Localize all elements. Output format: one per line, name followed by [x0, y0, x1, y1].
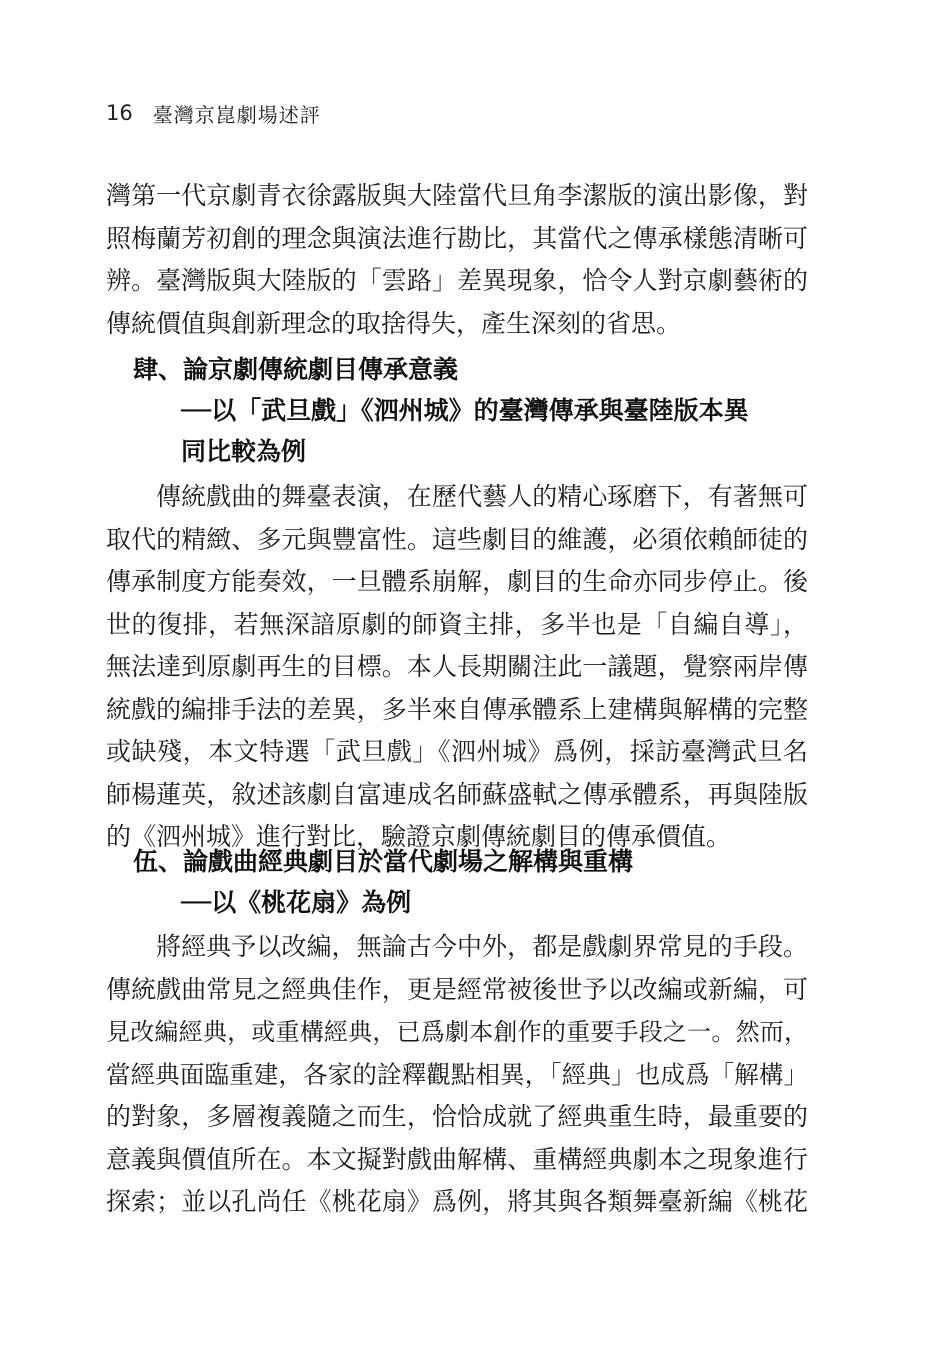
text-line: 灣第一代京劇青衣徐露版與大陸當代旦角李潔版的演出影像，對 — [106, 181, 808, 210]
book-title: 臺灣京崑劇場述評 — [152, 102, 321, 127]
paragraph-section-5 — [106, 926, 808, 1224]
paragraph-continued — [106, 175, 808, 345]
text-line: 的對象，多層複義隨之而生，恰恰成就了經典重生時，最重要的 — [106, 1102, 808, 1131]
text-line: 無法達到原劇再生的目標。本人長期關注此一議題，覺察兩岸傳 — [106, 652, 808, 681]
text-line: 師楊蓮英，敘述該劇自富連成名師蘇盛軾之傳承體系，再與陸版 — [106, 779, 808, 809]
text-line: 見改編經典，或重構經典，已爲劇本創作的重要手段之一。然而， — [106, 1018, 808, 1046]
section-5-subtitle: ──以《桃花扇》為例 — [181, 888, 412, 917]
text-line: 探索；並以孔尚任《桃花扇》爲例，將其與各類舞臺新編《桃花 — [106, 1187, 808, 1216]
section-5-title: 伍、論戲曲經典劇目於當代劇場之解構與重構 — [133, 847, 634, 876]
section-4-subtitle-continued: 同比較為例 — [181, 437, 307, 466]
text-line: 照梅蘭芳初創的理念與演法進行勘比，其當代之傳承樣態清晰可 — [106, 223, 808, 253]
section-4-title: 肆、論京劇傳統劇目傳承意義 — [133, 355, 459, 384]
text-line: 傳統戲曲的舞臺表演，在歷代藝人的精心琢磨下，有著無可 — [156, 482, 808, 511]
page-number: 16 — [106, 101, 133, 125]
text-line: 意義與價值所在。本文擬對戲曲解構、重構經典劇本之現象進行 — [106, 1144, 808, 1174]
text-line: 的《泗州城》進行對比，驗證京劇傳統劇目的傳承價值。 — [106, 822, 732, 851]
text-line: 傳統戲曲常見之經典佳作，更是經常被後世予以改編或新編，可 — [106, 974, 808, 1004]
text-line: 統戲的編排手法的差異，多半來自傳承體系上建構與解構的完整 — [106, 694, 808, 724]
text-line: 當經典面臨重建，各家的詮釋觀點相異，「經典」也成爲「解構」 — [106, 1059, 808, 1089]
text-line: 將經典予以改編，無論古今中外，都是戲劇界常見的手段。 — [156, 932, 808, 961]
paragraph-section-4 — [106, 476, 808, 859]
text-line: 傳統價值與創新理念的取捨得失，產生深刻的省思。 — [106, 308, 682, 338]
text-line: 傳承制度方能奏效，一旦體系崩解，劇目的生命亦同步停止。後 — [106, 567, 808, 596]
text-line: 或缺殘，本文特選「武旦戲」《泗州城》爲例，採訪臺灣武旦名 — [106, 737, 808, 766]
text-line: 取代的精緻、多元與豐富性。這些劇目的維護，必須依賴師徒的 — [106, 524, 808, 554]
text-line: 辨。臺灣版與大陸版的「雲路」差異現象，恰令人對京劇藝術的 — [106, 266, 808, 295]
text-line: 世的復排，若無深諳原劇的師資主排，多半也是「自編自導」， — [106, 609, 808, 639]
running-head — [106, 96, 321, 130]
section-4-subtitle: ──以「武旦戲」《泗州城》的臺灣傳承與臺陸版本異 — [181, 396, 749, 425]
